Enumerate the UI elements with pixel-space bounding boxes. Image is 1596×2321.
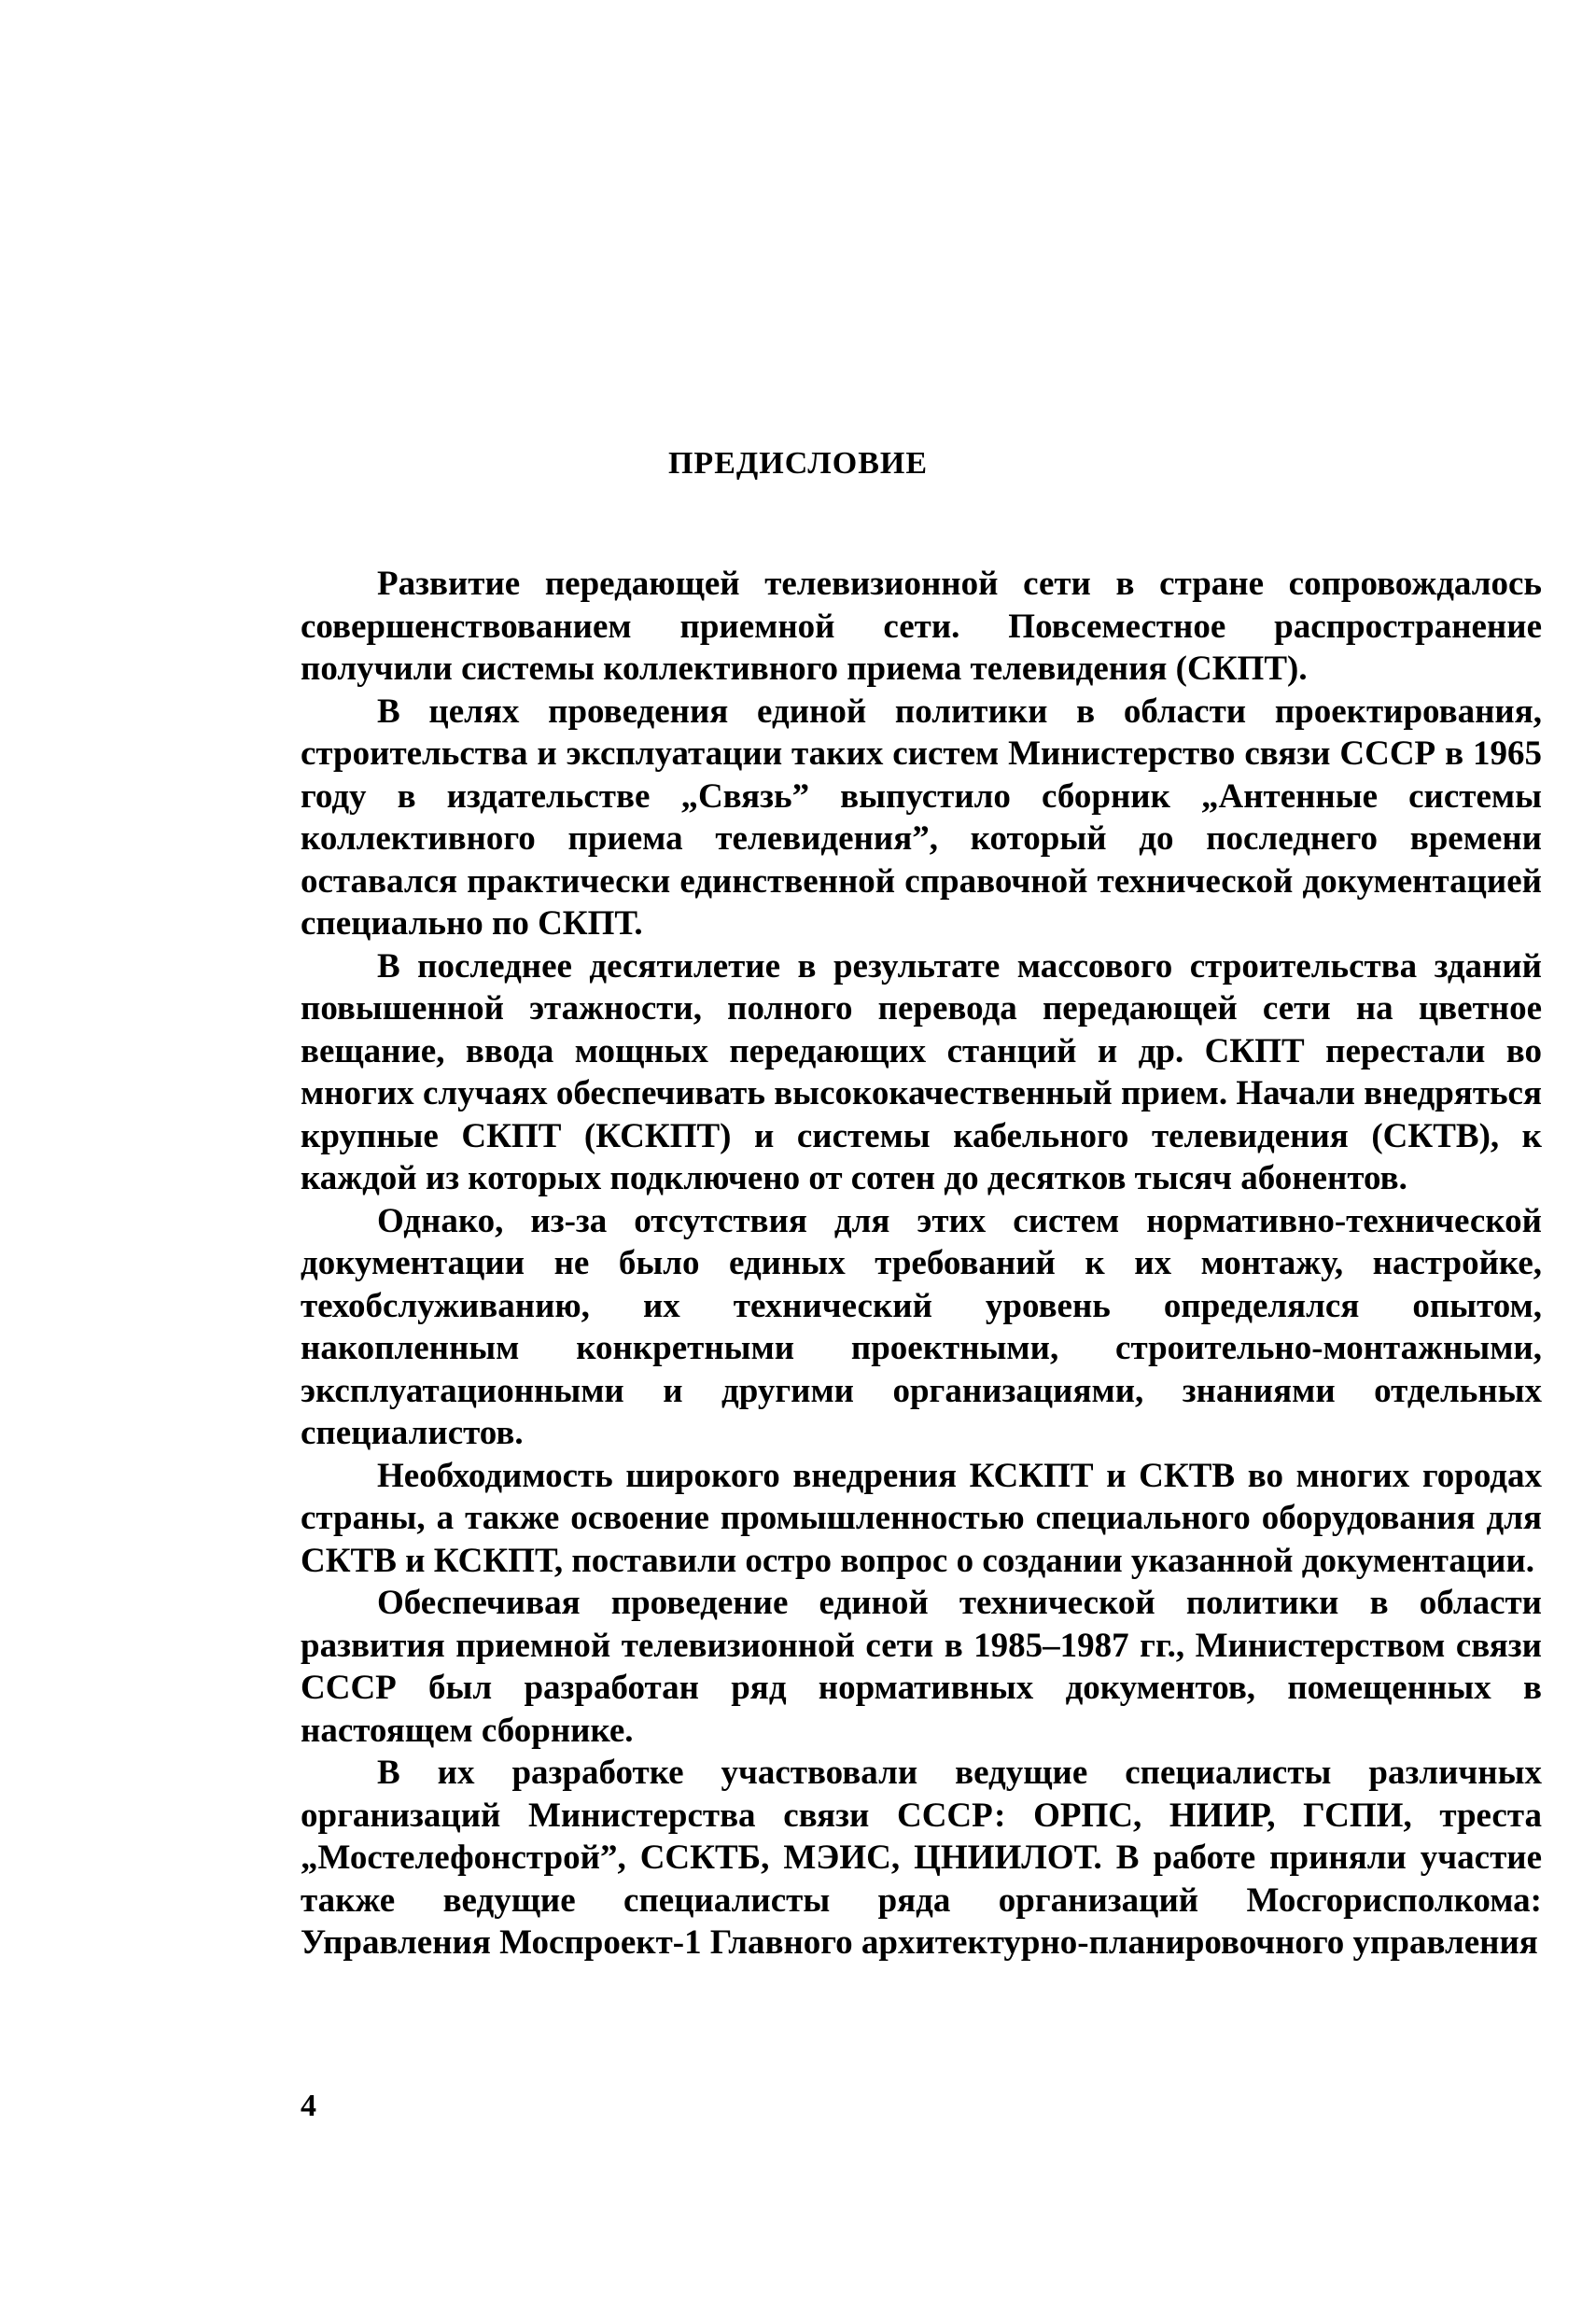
page-title: ПРЕДИСЛОВИЕ xyxy=(667,446,929,481)
paragraph: Развитие передающей телевизионной сети в стране сопровождалось совершенствованием приемной сети. Повсеместное распространение получили системы коллективного приема телевидения (СКПТ). xyxy=(301,565,1542,688)
paragraph: Необходимость широкого внедрения КСКПТ и СКТВ во многих городах страны, а также освоение промышленностью специального оборудования для СКТВ и КСКПТ, поставили остро вопрос о создании указанной документации. xyxy=(301,1456,1542,1580)
page-number: 4 xyxy=(301,2089,316,2123)
paragraph: Обеспечивая проведение единой технической политики в области развития приемной телевизионной сети в 1985–1987 гг., Министерством связи СССР был разработан ряд нормативных документов, помещенных в настоящем сборнике. xyxy=(301,1584,1542,1750)
paragraph: Однако, из-за отсутствия для этих систем нормативно-технической документации не было единых требований к их монтажу, настройке, техобслуживанию, их технический уровень определялся опытом, накопленным конкретными проектными, строительно-монтажными, эксплуатационными и другими организациями, знаниями отдельных специалистов. xyxy=(301,1201,1542,1452)
body-text xyxy=(301,563,1542,1964)
paragraph: В целях проведения единой политики в области проектирования, строительства и эксплуатации таких систем Министерство связи СССР в 1965 году в издательстве „Связь” выпустило сборник „Антенные системы коллективного приема телевидения”, который до последнего времени оставался практически единственной справочной технической документацией специально по СКПТ. xyxy=(301,692,1542,943)
paragraph: В их разработке участвовали ведущие специалисты различных организаций Министерства связи СССР: ОРПС, НИИР, ГСПИ, треста „Мостелефонстрой”, ССКТБ, МЭИС, ЦНИИЛОТ. В работе приняли участие также ведущие специалисты ряда организаций Мосгорисполкома: Управления Моспроект-1 Главного архитектурно-планировочного управления xyxy=(301,1754,1542,1962)
paragraph: В последнее десятилетие в результате массового строительства зданий повышенной этажности, полного перевода передающей сети на цветное вещание, ввода мощных передающих станций и др. СКПТ перестали во многих случаях обеспечивать высококачественный прием. Начали внедряться крупные СКПТ (КСКПТ) и системы кабельного телевидения (СКТВ), к каждой из которых подключено от сотен до десятков тысяч абонентов. xyxy=(301,946,1542,1197)
